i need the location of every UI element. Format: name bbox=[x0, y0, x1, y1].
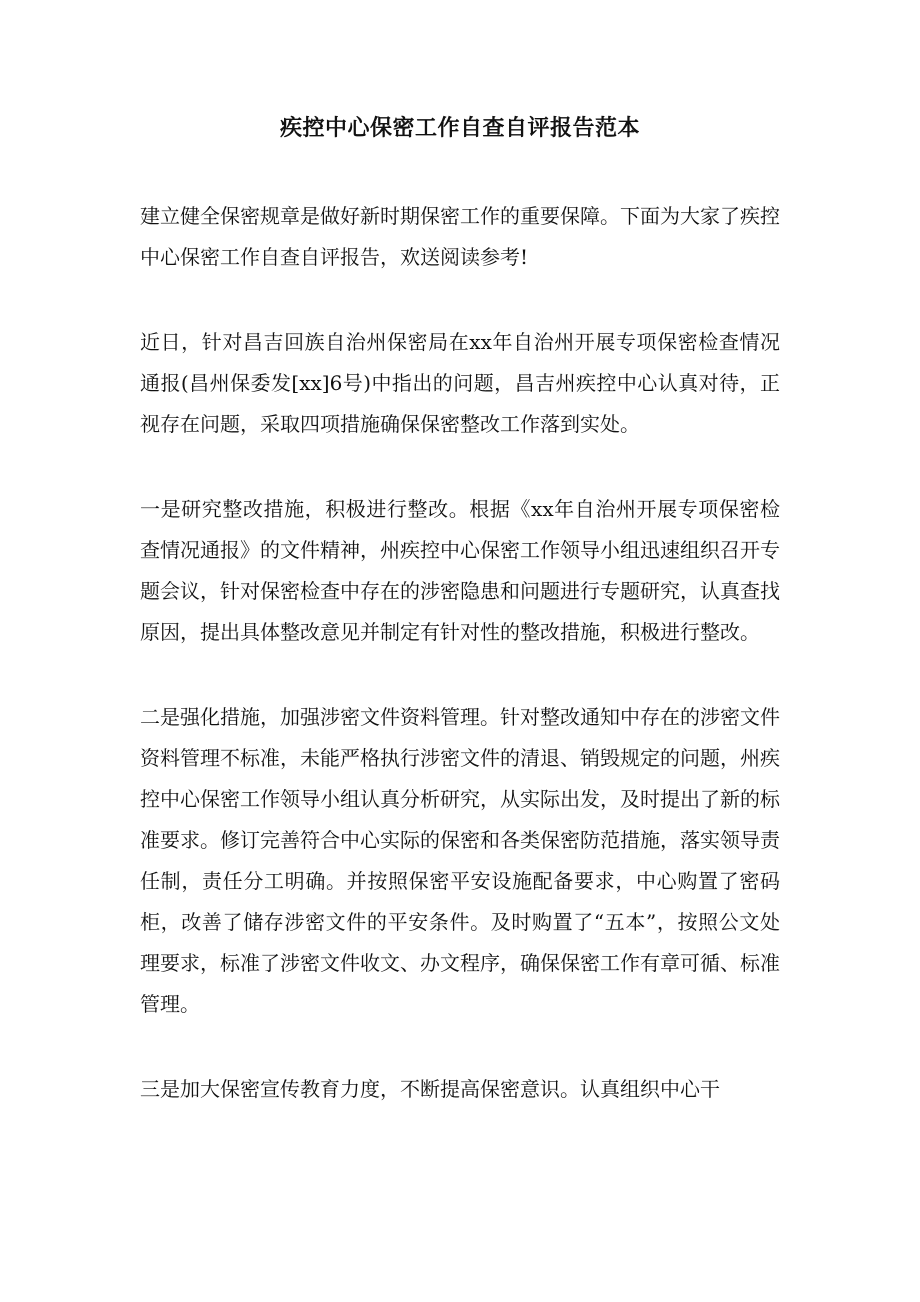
paragraph-intro: 建立健全保密规章是做好新时期保密工作的重要保障。下面为大家了疾控中心保密工作自查自评报告，欢送阅读参考! bbox=[140, 204, 780, 269]
paragraph-background: 近日，针对昌吉回族自治州保密局在xx年自治州开展专项保密检查情况通报(昌州保委发[xx]6号)中指出的问题，昌吉州疾控中心认真对待，正视存在问题，采取四项措施确保保密整改工作落到实处。 bbox=[140, 330, 780, 436]
paragraph-measure-one: 一是研究整改措施，积极进行整改。根据《xx年自治州开展专项保密检查情况通报》的文件精神，州疾控中心保密工作领导小组迅速组织召开专题会议，针对保密检查中存在的涉密隐患和问题进行专题研究，认真查找原因，提出具体整改意见并制定有针对性的整改措施，积极进行整改。 bbox=[140, 497, 780, 644]
document-body bbox=[140, 196, 780, 1154]
paragraph-measure-three: 三是加大保密宣传教育力度，不断提高保密意识。认真组织中心干 bbox=[140, 1077, 720, 1101]
paragraph-measure-two: 二是强化措施，加强涉密文件资料管理。针对整改通知中存在的涉密文件资料管理不标准，未能严格执行涉密文件的清退、销毁规定的问题，州疾控中心保密工作领导小组认真分析研究，从实际出发，及时提出了新的标准要求。修订完善符合中心实际的保密和各类保密防范措施，落实领导责任制，责任分工明确。并按照保密平安设施配备要求，中心购置了密码柜，改善了储存涉密文件的平安条件。及时购置了“五本”，按照公文处理要求，标准了涉密文件收文、办文程序，确保保密工作有章可循、标准管理。 bbox=[140, 705, 780, 1016]
document-title: 疾控中心保密工作自查自评报告范本 bbox=[279, 115, 640, 141]
